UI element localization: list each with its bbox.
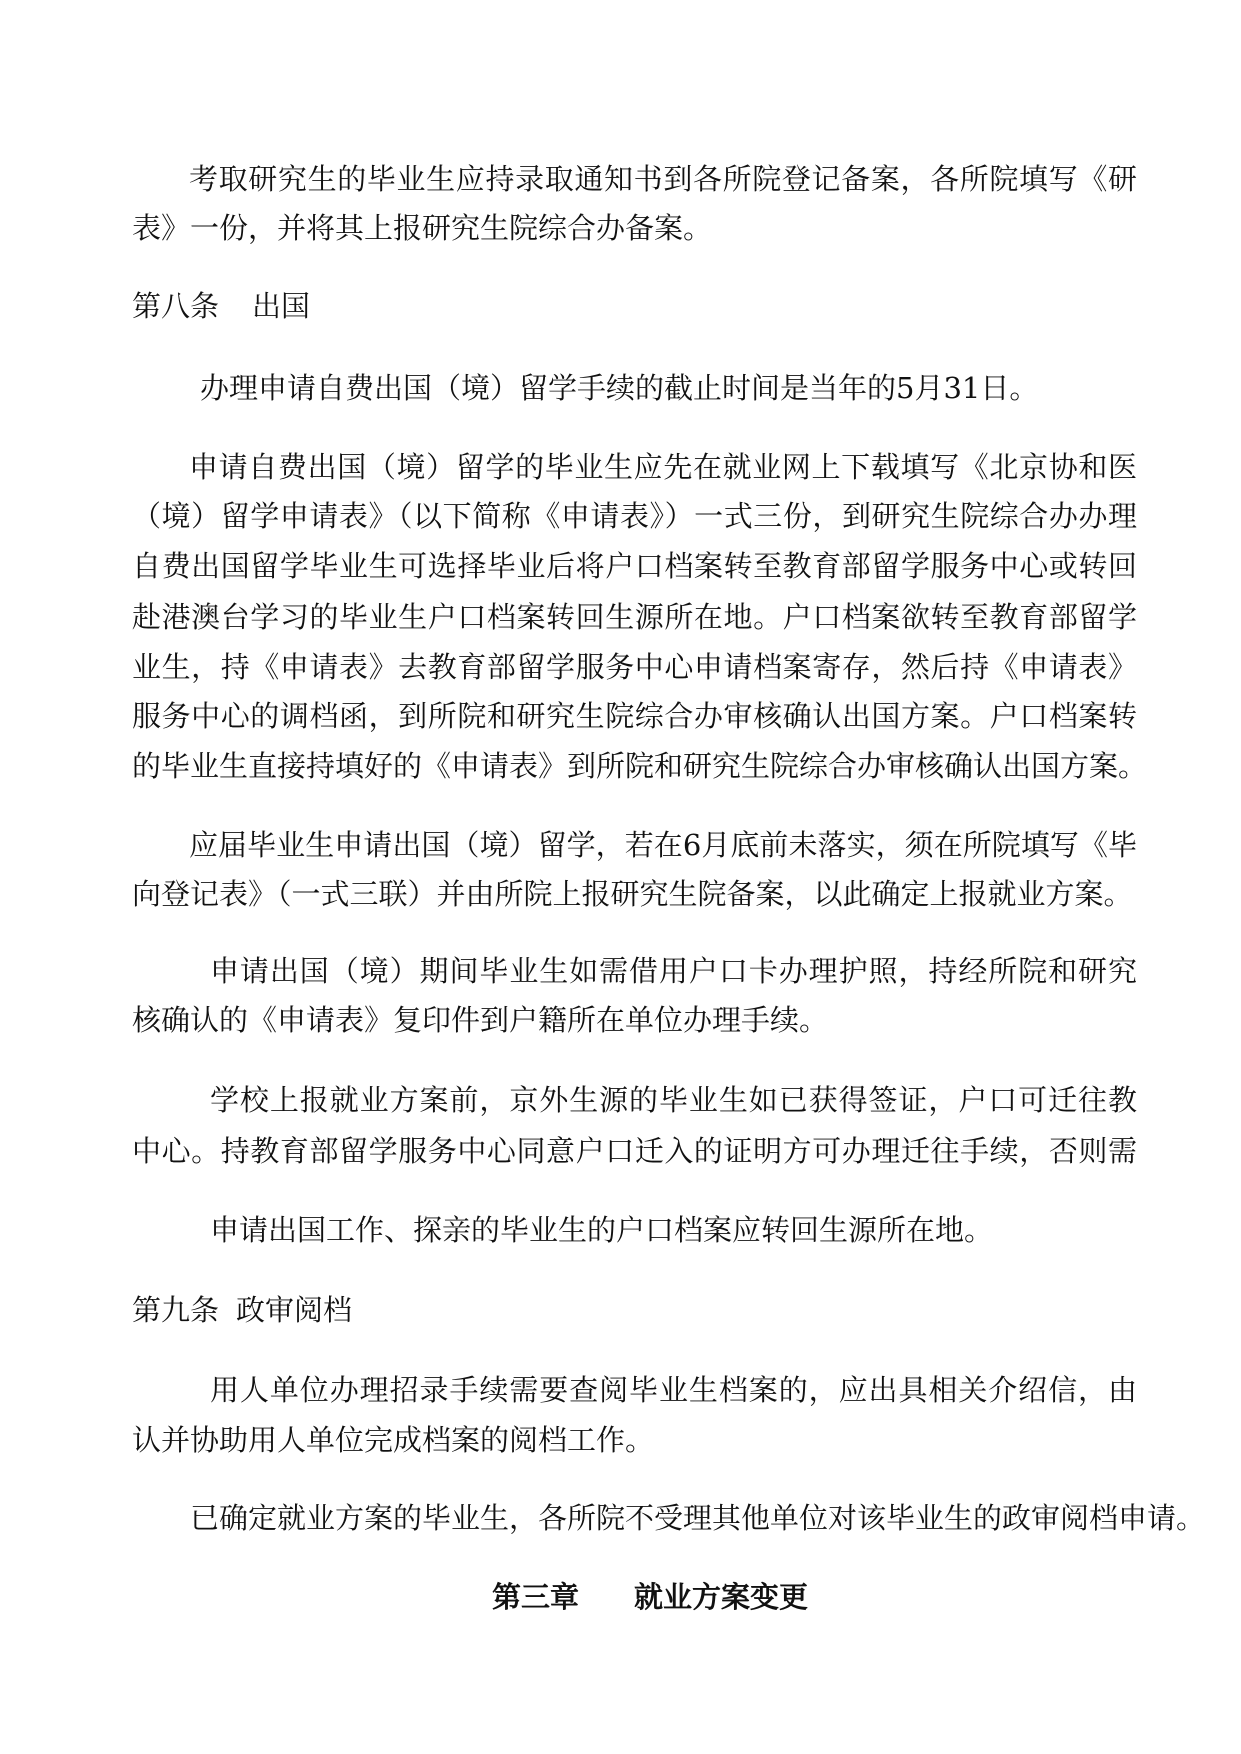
paragraph-line: 已确定就业方案的毕业生，各所院不受理其他单位对该毕业生的政审阅档申请。 — [190, 1501, 1206, 1535]
paragraph-line: 用人单位办理招录手续需要查阅毕业生档案的，应出具相关介绍信，由 — [210, 1373, 1137, 1407]
paragraph-line: 服务中心的调档函，到所院和研究生院综合办审核确认出国方案。户口档案转 — [132, 699, 1137, 733]
article-8-number: 第八条 — [132, 289, 220, 323]
paragraph-line: 表》一份，并将其上报研究生院综合办备案。 — [132, 211, 713, 245]
paragraph-line: 赴港澳台学习的毕业生户口档案转回生源所在地。户口档案欲转至教育部留学 — [132, 600, 1137, 634]
chapter-number: 第三章 — [492, 1580, 580, 1614]
paragraph-line: 认并协助用人单位完成档案的阅档工作。 — [132, 1423, 655, 1457]
paragraph-line: 业生，持《申请表》去教育部留学服务中心申请档案寄存，然后持《申请表》 — [132, 650, 1137, 684]
paragraph-line: 核确认的《申请表》复印件到户籍所在单位办理手续。 — [132, 1003, 829, 1037]
article-9-number: 第九条 — [132, 1293, 220, 1327]
paragraph-line: 应届毕业生申请出国（境）留学，若在6月底前未落实，须在所院填写《毕 — [189, 828, 1137, 862]
paragraph-line: 中心。持教育部留学服务中心同意户口迁入的证明方可办理迁往手续，否则需 — [132, 1134, 1137, 1168]
paragraph-line: 考取研究生的毕业生应持录取通知书到各所院登记备案，各所院填写《研 — [189, 162, 1137, 196]
article-8-title: 出国 — [252, 289, 311, 323]
paragraph-line: （境）留学申请表》（以下简称《申请表》）一式三份，到研究生院综合办办理 — [132, 499, 1137, 533]
paragraph-line: 办理申请自费出国（境）留学手续的截止时间是当年的5月31日。 — [200, 371, 1039, 405]
paragraph-line: 自费出国留学毕业生可选择毕业后将户口档案转至教育部留学服务中心或转回 — [132, 549, 1137, 583]
paragraph-line: 向登记表》（一式三联）并由所院上报研究生院备案，以此确定上报就业方案。 — [132, 877, 1133, 911]
paragraph-line: 学校上报就业方案前，京外生源的毕业生如已获得签证，户口可迁往教 — [210, 1083, 1137, 1117]
paragraph-line: 申请出国工作、探亲的毕业生的户口档案应转回生源所在地。 — [210, 1213, 994, 1247]
article-9-title: 政审阅档 — [236, 1293, 353, 1327]
chapter-title: 就业方案变更 — [634, 1580, 809, 1614]
paragraph-line: 的毕业生直接持填好的《申请表》到所院和研究生院综合办审核确认出国方案。 — [132, 749, 1148, 783]
paragraph-line: 申请出国（境）期间毕业生如需借用户口卡办理护照，持经所院和研究 — [210, 954, 1137, 988]
paragraph-line: 申请自费出国（境）留学的毕业生应先在就业网上下载填写《北京协和医 — [189, 450, 1137, 484]
